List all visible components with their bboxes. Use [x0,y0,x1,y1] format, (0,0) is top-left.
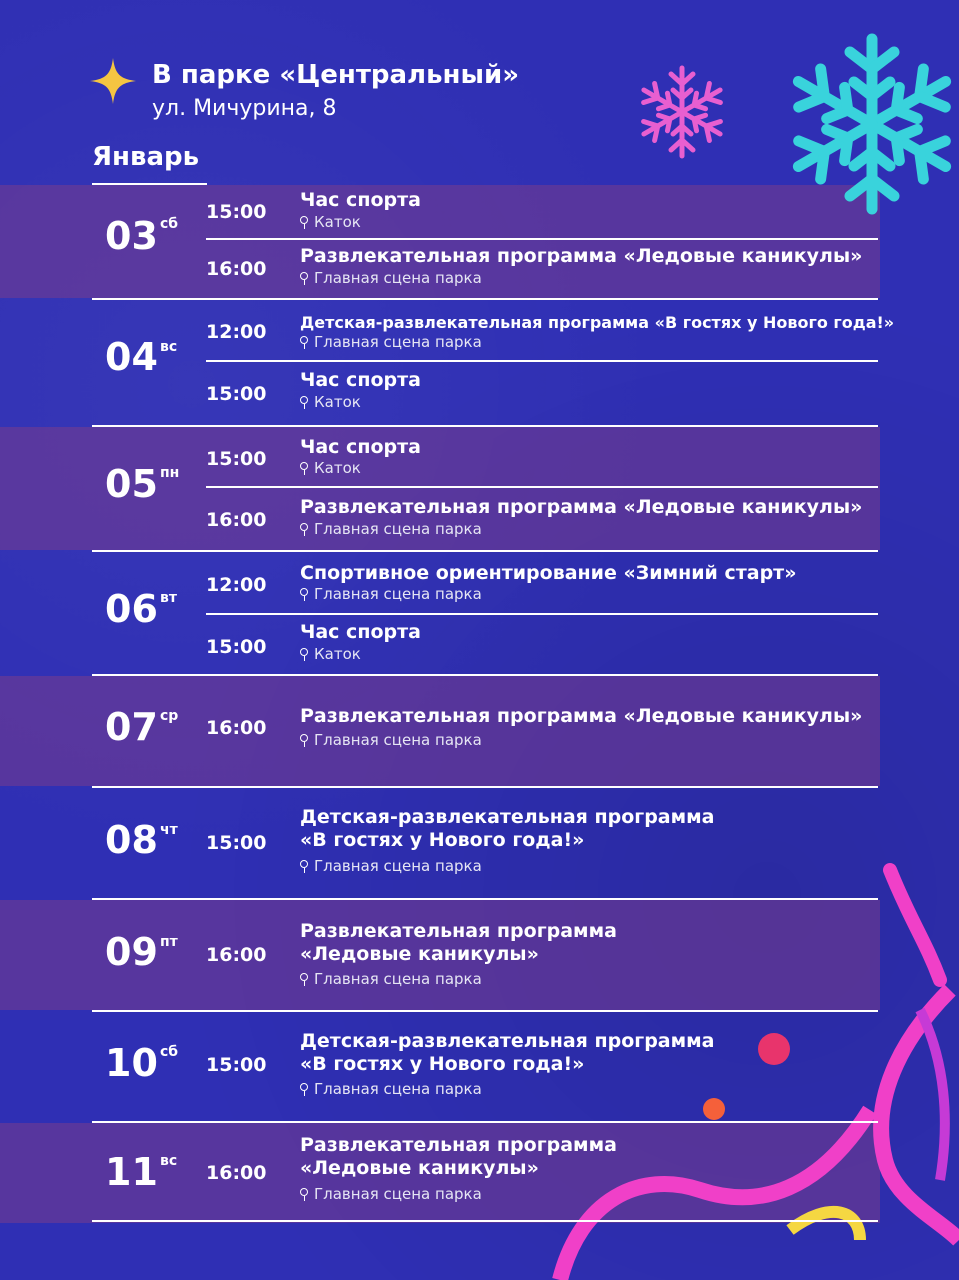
event-place: Главная сцена парка [300,731,482,749]
month-underline [92,183,207,185]
day-number: 06 [105,587,158,631]
event-time: 12:00 [206,574,267,596]
day-weekday: вс [160,339,178,355]
day-separator [92,298,878,300]
event-time: 15:00 [206,832,267,854]
event-title-line-2: «Ледовые каникулы» [300,1157,539,1179]
day-number: 09 [105,930,158,974]
event-title: Развлекательная программа «Ледовые каникулы» [300,496,863,518]
day-number: 11 [105,1150,158,1194]
day-weekday: пн [160,465,180,481]
event-title: Час спорта [300,369,421,391]
day-weekday: вс [160,1153,178,1169]
event-place: Каток [300,393,361,411]
event-title: Развлекательная программа «Ледовые каникулы» [300,245,863,267]
map-pin-icon [300,336,308,348]
day-number: 08 [105,818,158,862]
day-weekday: вт [160,590,177,606]
event-title: Спортивное ориентирование «Зимний старт» [300,562,797,584]
map-pin-icon [300,462,308,474]
day-number: 04 [105,335,158,379]
venue-title: В парке «Центральный» [152,60,520,90]
event-title: Развлекательная программа [300,1134,617,1156]
event-time: 16:00 [206,717,267,739]
venue-address: ул. Мичурина, 8 [152,96,337,121]
day-number: 07 [105,705,158,749]
event-title-line-2: «В гостях у Нового года!» [300,1053,585,1075]
event-time: 16:00 [206,944,267,966]
day-separator [92,550,878,552]
map-pin-icon [300,734,308,746]
day-weekday: сб [160,1044,179,1060]
event-time: 16:00 [206,509,267,531]
map-pin-icon [300,216,308,228]
event-time: 12:00 [206,321,267,343]
map-pin-icon [300,396,308,408]
event-title: Час спорта [300,621,421,643]
day-separator [92,1010,878,1012]
event-time: 16:00 [206,258,267,280]
day-number: 03 [105,214,158,258]
ornament-ball-icon [702,1097,726,1121]
day-separator [92,425,878,427]
event-title: Развлекательная программа «Ледовые каникулы» [300,705,863,727]
day-weekday: чт [160,822,178,838]
event-title-line-2: «В гостях у Нового года!» [300,829,585,851]
event-title: Детская-развлекательная программа [300,806,715,828]
star-icon [90,58,136,104]
map-pin-icon [300,860,308,872]
snowflake-icon [782,24,959,224]
event-time: 15:00 [206,636,267,658]
ornament-ball-icon [757,1032,791,1066]
day-separator [92,786,878,788]
event-title: Час спорта [300,436,421,458]
event-time: 15:00 [206,383,267,405]
day-separator [92,674,878,676]
event-title: Детская-развлекательная программа [300,1030,715,1052]
day-weekday: ср [160,708,179,724]
day-separator [92,1121,878,1123]
day-weekday: пт [160,934,178,950]
day-weekday: сб [160,216,179,232]
event-place: Каток [300,645,361,663]
event-separator [206,360,878,362]
event-place: Главная сцена парка [300,333,482,351]
event-time: 15:00 [206,201,267,223]
event-place: Главная сцена парка [300,520,482,538]
day-separator [92,898,878,900]
month-title: Январь [92,142,200,172]
event-time: 15:00 [206,448,267,470]
event-place: Главная сцена парка [300,970,482,988]
event-title: Час спорта [300,189,421,211]
event-place: Главная сцена парка [300,857,482,875]
event-title: Детская-развлекательная программа «В гостях у Нового года!» [300,313,895,332]
map-pin-icon [300,648,308,660]
event-separator [206,613,878,615]
day-separator [92,1220,878,1222]
event-place: Каток [300,213,361,231]
map-pin-icon [300,1188,308,1200]
event-time: 16:00 [206,1162,267,1184]
event-place: Главная сцена парка [300,269,482,287]
snowflake-icon [632,62,732,162]
day-number: 05 [105,462,158,506]
map-pin-icon [300,973,308,985]
event-place: Главная сцена парка [300,585,482,603]
event-separator [206,238,878,240]
event-title: Развлекательная программа [300,920,617,942]
event-title-line-2: «Ледовые каникулы» [300,943,539,965]
event-separator [206,486,878,488]
event-time: 15:00 [206,1054,267,1076]
event-place: Главная сцена парка [300,1080,482,1098]
map-pin-icon [300,272,308,284]
map-pin-icon [300,523,308,535]
event-place: Каток [300,459,361,477]
day-number: 10 [105,1041,158,1085]
map-pin-icon [300,1083,308,1095]
map-pin-icon [300,588,308,600]
event-place: Главная сцена парка [300,1185,482,1203]
